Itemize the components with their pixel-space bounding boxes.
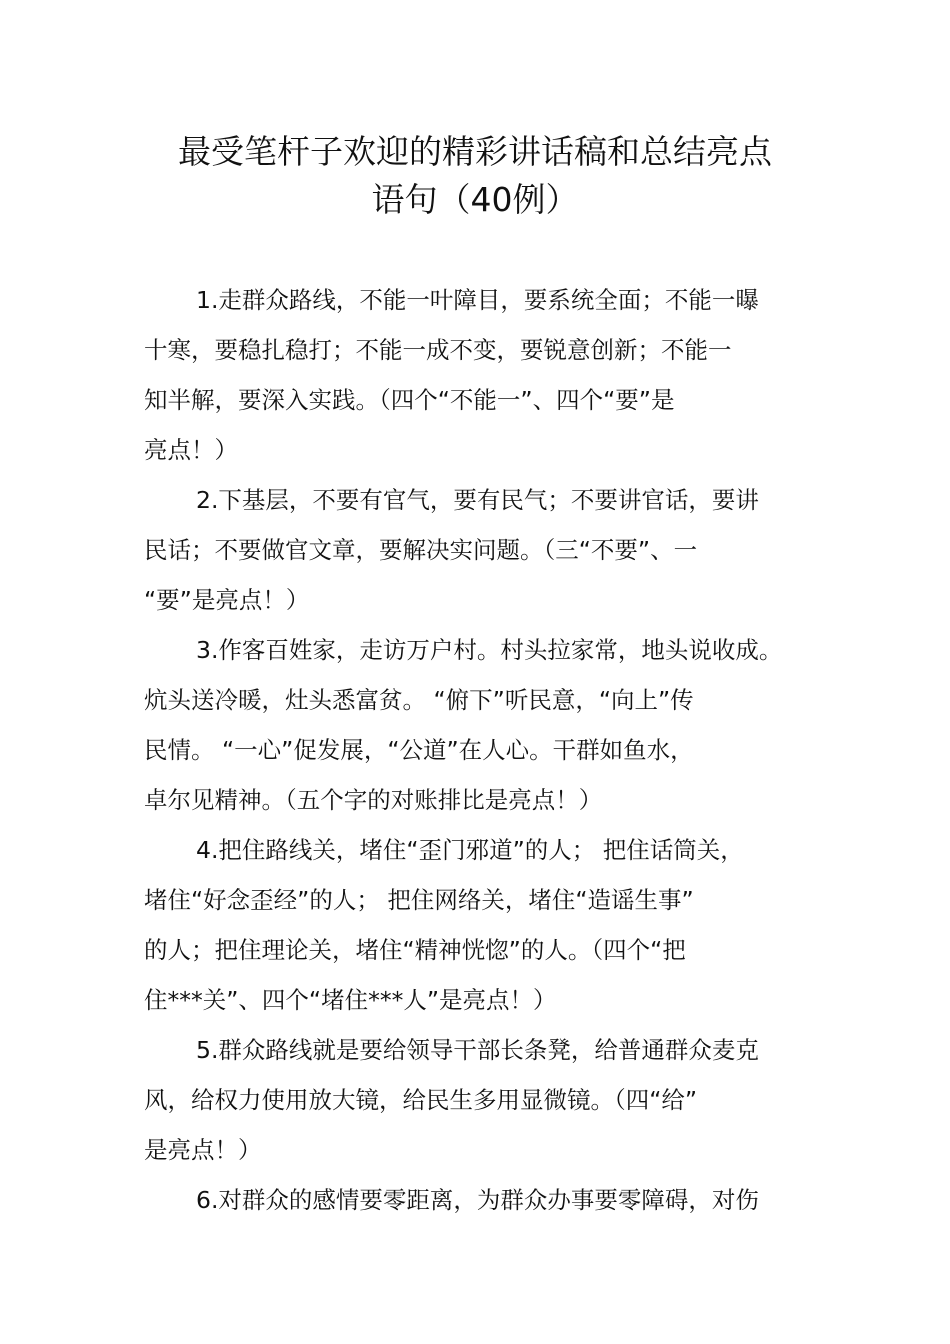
paragraph-1-line-1: 1.走群众路线，不能一叶障目，要系统全面；不能一曝: [196, 286, 759, 314]
paragraph-3-line-2: 炕头送冷暖，灶头悉富贫。 “俯下”听民意，“向上”传: [144, 686, 694, 714]
paragraph-2-line-1: 2.下基层，不要有官气，要有民气；不要讲官话，要讲: [196, 486, 759, 514]
paragraph-4-line-4: 住***关”、四个“堵住***人”是亮点！）: [144, 986, 557, 1014]
paragraph-4-line-1: 4.把住路线关，堵住“歪门邪道”的人； 把住话筒关，: [196, 836, 744, 864]
paragraph-6-line-1: 6.对群众的感情要零距离，为群众办事要零障碍，对伤: [196, 1186, 759, 1214]
paragraph-1-line-2: 十寒，要稳扎稳打；不能一成不变，要锐意创新；不能一: [144, 336, 732, 364]
paragraph-3-line-4: 卓尔见精神。（五个字的对账排比是亮点！）: [144, 786, 603, 814]
title-line-2: 语句（40例）: [371, 180, 579, 219]
paragraph-1-line-4: 亮点！）: [144, 436, 238, 464]
document-title: [120, 128, 830, 224]
paragraph-2-line-2: 民话；不要做官文章，要解决实问题。（三“不要”、一: [144, 536, 698, 564]
paragraph-5-line-2: 风，给权力使用放大镜，给民生多用显微镜。（四“给”: [144, 1086, 698, 1114]
paragraph-4-line-3: 的人；把住理论关，堵住“精神恍惚”的人。（四个“把: [144, 936, 686, 964]
document-body: [144, 275, 844, 1225]
paragraph-3-line-1: 3.作客百姓家，走访万户村。村头拉家常，地头说收成。: [196, 636, 783, 664]
paragraph-5-line-3: 是亮点！）: [144, 1136, 262, 1164]
paragraph-4-line-2: 堵住“好念歪经”的人； 把住网络关，堵住“造谣生事”: [144, 886, 694, 914]
title-line-1: 最受笔杆子欢迎的精彩讲话稿和总结亮点: [178, 132, 772, 171]
paragraph-2-line-3: “要”是亮点！）: [144, 586, 310, 614]
paragraph-1-line-3: 知半解，要深入实践。（四个“不能一”、四个“要”是: [144, 386, 675, 414]
paragraph-3-line-3: 民情。 “一心”促发展，“公道”在人心。干群如鱼水，: [144, 736, 694, 764]
paragraph-5-line-1: 5.群众路线就是要给领导干部长条凳，给普通群众麦克: [196, 1036, 759, 1064]
